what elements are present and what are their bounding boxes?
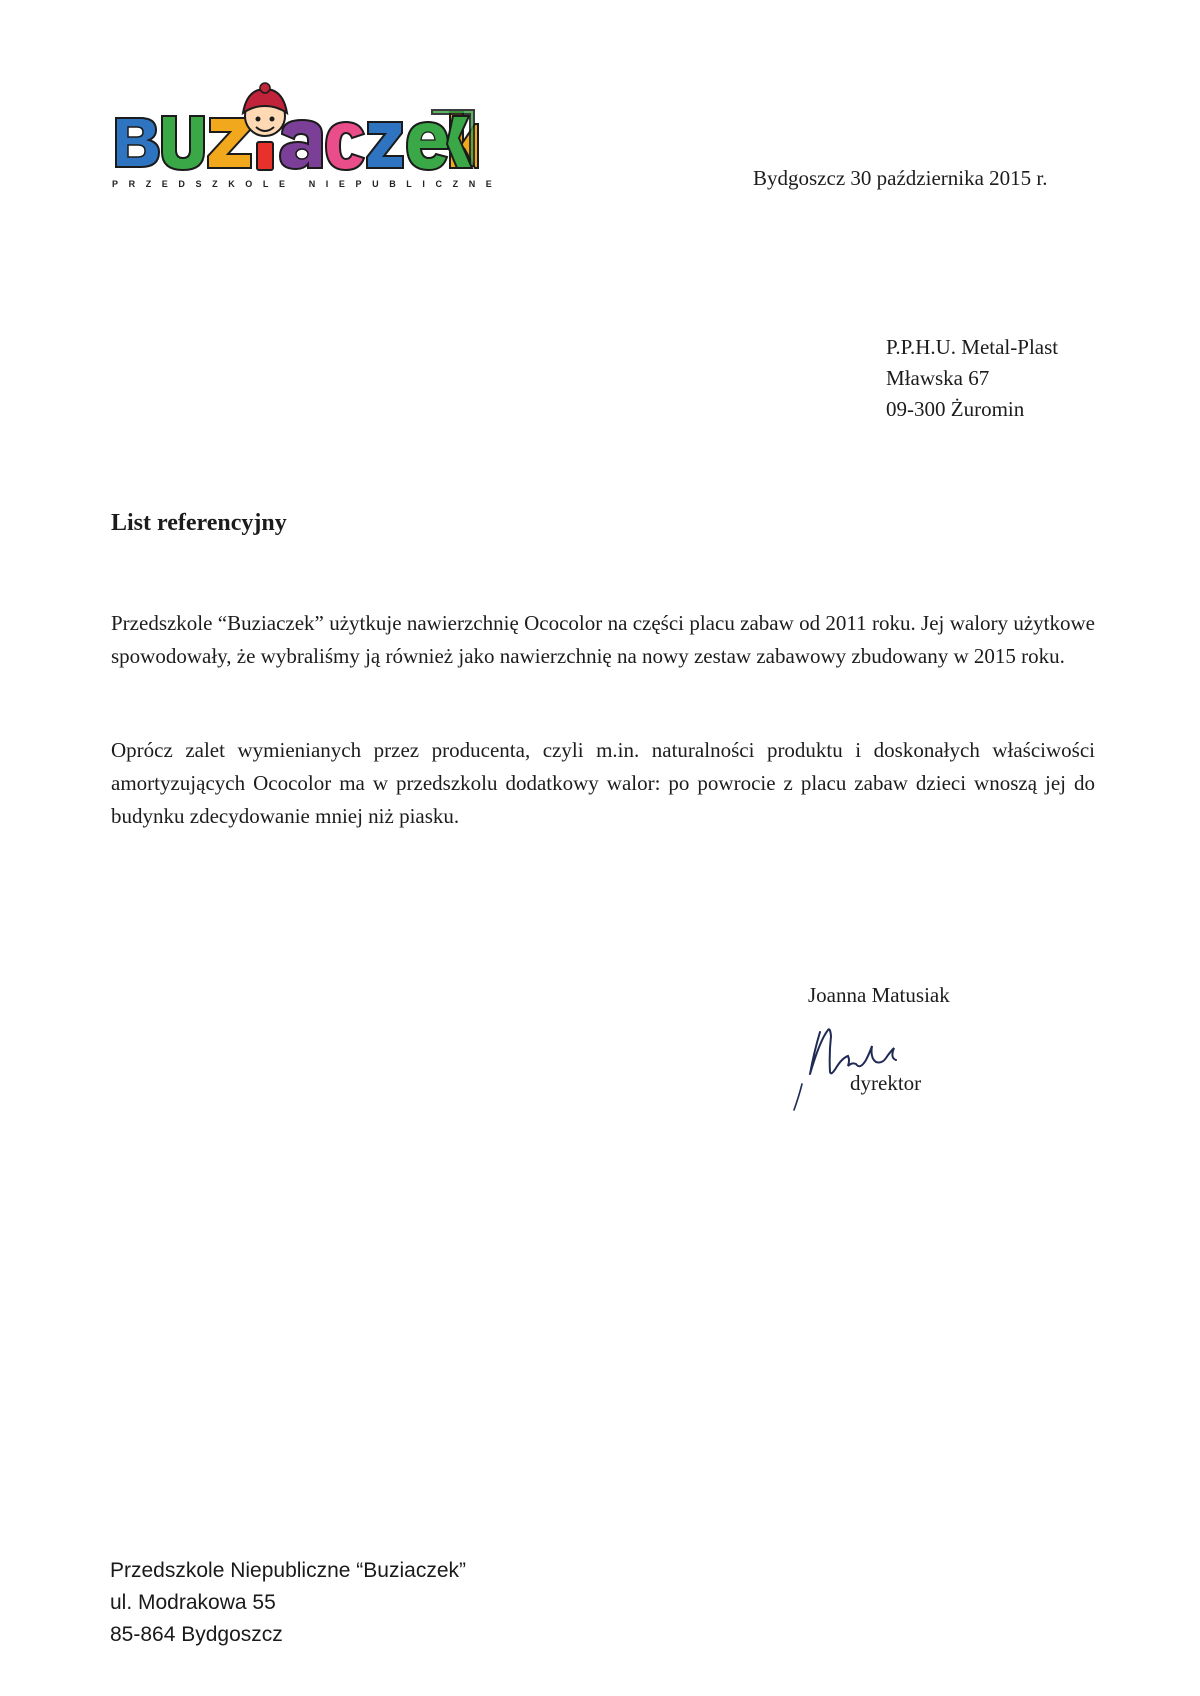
recipient-city: 09-300 Żuromin (886, 397, 1025, 421)
buziaczek-logo (110, 82, 503, 194)
footer-city: 85-864 Bydgoszcz (110, 1623, 283, 1646)
letter-date: Bydgoszcz 30 października 2015 r. (753, 166, 1048, 190)
footer-street: ul. Modrakowa 55 (110, 1591, 276, 1614)
signatory-name: Joanna Matusiak (808, 983, 950, 1007)
letter-heading: List referencyjny (111, 510, 287, 536)
footer-address (110, 1555, 466, 1651)
body-paragraph-1: Przedszkole “Buziaczek” użytkuje nawierzchnię Ococolor na części placu zabaw od 2011 roku. Jej walory użytkowe spowodowały, że wybraliśmy ją również jako nawierzchnię na nowy zestaw zabawowy zbudowany w 2015 roku. (111, 611, 1095, 668)
recipient-street: Mławska 67 (886, 366, 990, 390)
recipient-address (886, 332, 1058, 425)
recipient-company: P.P.H.U. Metal-Plast (886, 335, 1059, 359)
footer-institution: Przedszkole Niepubliczne “Buziaczek” (110, 1559, 466, 1582)
body-paragraph-2: Oprócz zalet wymienianych przez producenta, czyli m.in. naturalności produktu i doskonałych właściwości amortyzujących Ococolor ma w przedszkolu dodatkowy walor: po powrocie z placu zabaw dzieci wnoszą jej do budynku zdecydowanie mniej niż piasku. (111, 738, 1095, 828)
buziaczek-logo-graphic (110, 82, 503, 194)
logo-subtitle: PRZEDSZKOLE NIEPUBLICZNE (112, 179, 503, 189)
handwritten-signature (782, 1010, 962, 1120)
signatory-title: dyrektor (850, 1071, 922, 1095)
